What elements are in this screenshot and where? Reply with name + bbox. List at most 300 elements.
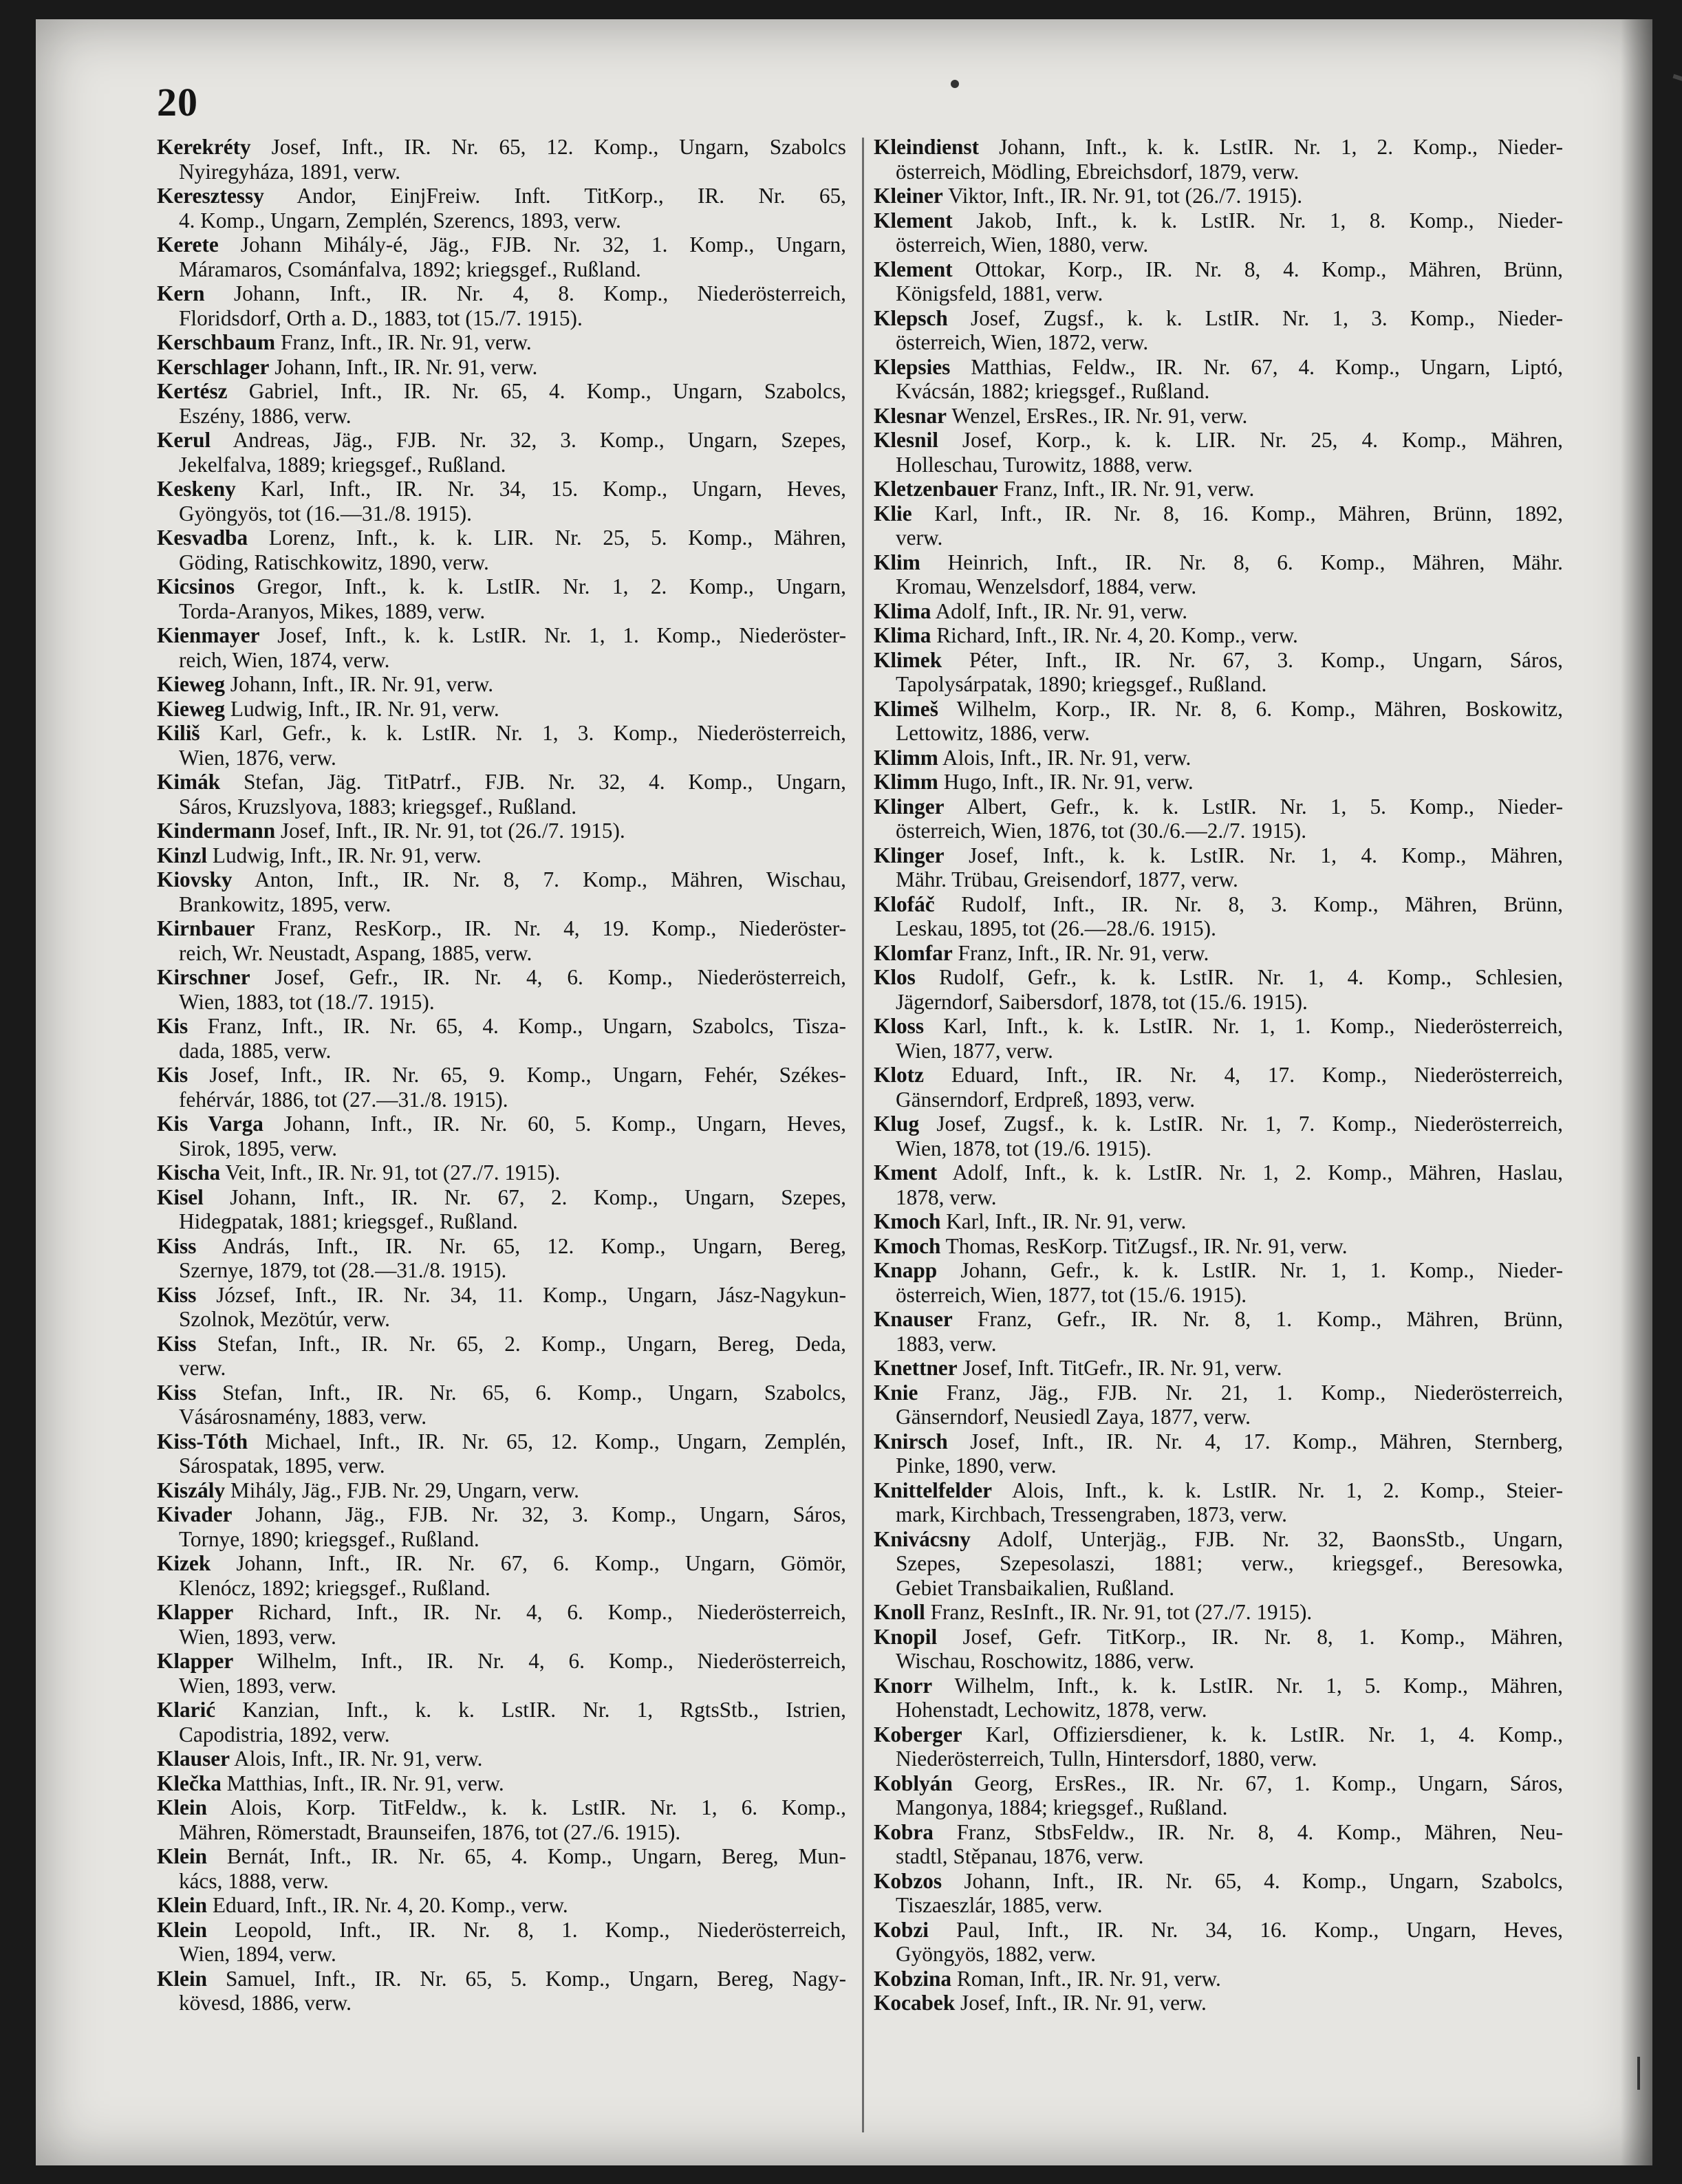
- entry-text: Lorenz, Inft., k. k. LIR. Nr. 25, 5. Komp., Mähren,: [248, 526, 846, 550]
- register-entry: [874, 843, 1563, 892]
- entry-line: [874, 501, 1563, 526]
- entry-text: Ottokar, Korp., IR. Nr. 8, 4. Komp., Mähren, Brünn,: [952, 257, 1563, 281]
- entry-text: József, Inft., IR. Nr. 34, 11. Komp., Ungarn, Jász-Nagykun-: [196, 1282, 846, 1307]
- entry-text: Josef, Gefr., IR. Nr. 4, 6. Komp., Niederösterreich,: [250, 965, 846, 989]
- entry-text: Gyöngyös, tot (16.—31./8. 1915).: [179, 501, 472, 526]
- entry-line: [874, 1136, 1563, 1161]
- register-entry: [874, 257, 1563, 306]
- entry-line: [157, 1234, 846, 1259]
- entry-line: [874, 1942, 1563, 1967]
- entry-line: [874, 1576, 1563, 1601]
- entry-text: Karl, Offiziersdiener, k. k. LstIR. Nr. 1, 4. Komp.,: [962, 1722, 1563, 1747]
- entry-line: [874, 184, 1563, 208]
- left-column: [157, 135, 846, 2015]
- entry-line: [157, 1771, 846, 1796]
- entry-line: [157, 1967, 846, 1991]
- entry-line: [157, 819, 846, 843]
- register-entry: [874, 648, 1563, 697]
- register-entry: [874, 1722, 1563, 1771]
- entry-line: [157, 1649, 846, 1674]
- entry-line: [157, 233, 846, 257]
- entry-text: kács, 1888, verw.: [179, 1868, 329, 1893]
- register-entry: [874, 1967, 1563, 1991]
- register-entry: [874, 770, 1563, 794]
- entry-text: Karl, Inft., IR. Nr. 34, 15. Komp., Ungarn, Heves,: [235, 477, 846, 501]
- entry-surname: Kmoch: [874, 1209, 941, 1233]
- entry-surname: Klug: [874, 1112, 920, 1136]
- entry-line: [157, 843, 846, 868]
- entry-surname: Kobzos: [874, 1868, 942, 1893]
- register-entry: [874, 1063, 1563, 1112]
- entry-line: [874, 330, 1563, 355]
- entry-text: Matthias, Feldw., IR. Nr. 67, 4. Komp., Ungarn, Liptó,: [950, 354, 1563, 379]
- entry-line: [874, 1771, 1563, 1796]
- entry-line: [157, 306, 846, 331]
- entry-text: Karl, Gefr., k. k. LstIR. Nr. 1, 3. Komp., Niederösterreich,: [200, 721, 846, 745]
- entry-surname: Kloss: [874, 1014, 925, 1038]
- register-entry: [157, 867, 846, 916]
- entry-line: [874, 1551, 1563, 1576]
- entry-text: Josef, Inft., k. k. LstIR. Nr. 1, 1. Komp., Niederöster-: [259, 623, 846, 647]
- entry-surname: Klim: [874, 550, 920, 574]
- entry-surname: Kiovsky: [157, 867, 233, 891]
- register-entry: [157, 1551, 846, 1600]
- register-entry: [157, 135, 846, 184]
- entry-line: [874, 1014, 1563, 1039]
- entry-line: [874, 1429, 1563, 1454]
- entry-text: reich, Wr. Neustadt, Aspang, 1885, verw.: [179, 940, 532, 965]
- entry-surname: Knoll: [874, 1600, 925, 1624]
- entry-surname: Keskeny: [157, 477, 236, 501]
- register-entry: [874, 1356, 1563, 1381]
- entry-surname: Kesvadba: [157, 526, 248, 550]
- entry-text: Johann, Inft., IR. Nr. 91, verw.: [269, 354, 538, 379]
- entry-text: Johann, Inft., IR. Nr. 67, 6. Komp., Ungarn, Gömör,: [211, 1551, 846, 1575]
- entry-surname: Klapper: [157, 1600, 234, 1624]
- register-entry: [157, 1283, 846, 1332]
- entry-surname: Klimm: [874, 770, 938, 794]
- register-entry: [874, 1625, 1563, 1674]
- entry-text: mark, Kirchbach, Tressengraben, 1873, verw.: [896, 1502, 1287, 1526]
- register-entry: [874, 208, 1563, 257]
- entry-line: [874, 819, 1563, 843]
- entry-line: [874, 257, 1563, 282]
- entry-text: Josef, Inft., IR. Nr. 91, tot (26./7. 1915).: [275, 819, 625, 843]
- register-entry: [157, 1918, 846, 1967]
- entry-surname: Knittelfelder: [874, 1478, 993, 1502]
- register-entry: [157, 843, 846, 868]
- entry-text: Johann, Inft., IR. Nr. 4, 8. Komp., Niederösterreich,: [204, 281, 846, 305]
- entry-line: [874, 1649, 1563, 1674]
- entry-line: [157, 160, 846, 184]
- entry-text: Jägerndorf, Saibersdorf, 1878, tot (15./6. 1915).: [896, 989, 1308, 1014]
- entry-line: [157, 1185, 846, 1210]
- entry-line: [874, 208, 1563, 233]
- entry-line: [874, 574, 1563, 599]
- entry-surname: Knettner: [874, 1356, 958, 1380]
- register-entry: [157, 379, 846, 428]
- register-entry: [874, 965, 1563, 1014]
- entry-text: Franz, Inft., IR. Nr. 91, verw.: [275, 330, 532, 354]
- register-entry: [157, 916, 846, 965]
- entry-line: [157, 574, 846, 599]
- entry-text: Adolf, Inft., k. k. LstIR. Nr. 1, 2. Komp., Mähren, Haslau,: [937, 1160, 1563, 1185]
- entry-line: [157, 135, 846, 160]
- register-entry: [157, 1381, 846, 1429]
- register-entry: [874, 1771, 1563, 1820]
- entry-line: [874, 1039, 1563, 1063]
- register-entry: [157, 477, 846, 526]
- entry-text: Andreas, Jäg., FJB. Nr. 32, 3. Komp., Ungarn, Szepes,: [211, 428, 846, 452]
- entry-text: Wien, 1894, verw.: [179, 1942, 336, 1966]
- entry-line: [874, 721, 1563, 746]
- entry-text: Franz, Inft., IR. Nr. 91, verw.: [998, 477, 1255, 501]
- register-entry: [874, 1820, 1563, 1869]
- register-entry: [874, 1918, 1563, 1967]
- entry-text: Georg, ErsRes., IR. Nr. 67, 1. Komp., Ungarn, Sáros,: [952, 1771, 1563, 1795]
- entry-text: Josef, Zugsf., k. k. LstIR. Nr. 1, 3. Komp., Nieder-: [947, 305, 1563, 330]
- entry-text: Michael, Inft., IR. Nr. 65, 12. Komp., Ungarn, Zemplén,: [248, 1429, 846, 1453]
- entry-text: Johann, Inft., IR. Nr. 60, 5. Komp., Ungarn, Heves,: [263, 1112, 846, 1136]
- register-entry: [157, 1600, 846, 1649]
- entry-text: Josef, Korp., k. k. LIR. Nr. 25, 4. Komp., Mähren,: [938, 428, 1563, 452]
- register-entry: [874, 1991, 1563, 2015]
- entry-surname: Klesnil: [874, 428, 938, 452]
- entry-surname: Kieweg: [157, 672, 226, 696]
- entry-text: österreich, Mödling, Ebreichsdorf, 1879, verw.: [896, 159, 1300, 184]
- register-entry: [157, 1795, 846, 1844]
- entry-surname: Knie: [874, 1380, 918, 1405]
- register-entry: [874, 794, 1563, 843]
- entry-surname: Klein: [157, 1795, 208, 1819]
- register-entry: [874, 1234, 1563, 1259]
- register-entry: [874, 1014, 1563, 1063]
- entry-text: Ludwig, Inft., IR. Nr. 91, verw.: [225, 696, 499, 721]
- entry-line: [874, 1112, 1563, 1136]
- register-entry: [874, 892, 1563, 941]
- register-entry: [874, 1600, 1563, 1625]
- register-entry: [874, 1209, 1563, 1234]
- entry-line: [874, 1527, 1563, 1552]
- entry-text: Sárospatak, 1895, verw.: [179, 1453, 385, 1478]
- entry-text: Wilhelm, Inft., k. k. LstIR. Nr. 1, 5. Komp., Mähren,: [932, 1673, 1563, 1698]
- entry-text: Wien, 1883, tot (18./7. 1915).: [179, 989, 435, 1014]
- entry-text: Albert, Gefr., k. k. LstIR. Nr. 1, 5. Komp., Nieder-: [944, 794, 1563, 819]
- entry-text: Vásárosnamény, 1883, verw.: [179, 1405, 427, 1429]
- entry-line: [157, 1332, 846, 1356]
- entry-text: Mähr. Trübau, Greisendorf, 1877, verw.: [896, 867, 1238, 891]
- register-entry: [157, 1649, 846, 1698]
- entry-line: [157, 1893, 846, 1918]
- entry-line: [157, 1209, 846, 1234]
- entry-text: Bernát, Inft., IR. Nr. 65, 4. Komp., Ungarn, Bereg, Mun-: [207, 1844, 846, 1868]
- register-entry: [874, 355, 1563, 404]
- entry-text: Torda-Aranyos, Mikes, 1889, verw.: [179, 598, 486, 623]
- entry-text: Péter, Inft., IR. Nr. 67, 3. Komp., Ungarn, Sáros,: [942, 647, 1563, 672]
- entry-text: verw.: [896, 526, 943, 550]
- entry-text: Johann Mihály-é, Jäg., FJB. Nr. 32, 1. Komp., Ungarn,: [218, 233, 846, 257]
- print-speck: [1672, 74, 1682, 82]
- entry-text: Hohenstadt, Lechowitz, 1878, verw.: [896, 1698, 1207, 1722]
- entry-line: [157, 965, 846, 990]
- entry-surname: Kobra: [874, 1819, 934, 1844]
- entry-text: Jekelfalva, 1889; kriegsgef., Rußland.: [179, 452, 506, 477]
- entry-surname: Klimeš: [874, 696, 938, 721]
- register-entry: [874, 746, 1563, 770]
- entry-line: [157, 746, 846, 770]
- register-entry: [874, 599, 1563, 624]
- entry-text: Wien, 1893, verw.: [179, 1673, 336, 1698]
- entry-line: [874, 233, 1563, 257]
- entry-line: [874, 1722, 1563, 1747]
- entry-line: [874, 1185, 1563, 1210]
- entry-text: Hugo, Inft., IR. Nr. 91, verw.: [938, 770, 1194, 794]
- register-entry: [157, 721, 846, 770]
- entry-text: Floridsdorf, Orth a. D., 1883, tot (15./7. 1915).: [179, 305, 583, 330]
- register-entry: [157, 819, 846, 843]
- register-entry: [874, 1674, 1563, 1722]
- entry-line: [157, 1453, 846, 1478]
- register-entry: [157, 1844, 846, 1893]
- entry-surname: Kicsinos: [157, 574, 235, 598]
- entry-surname: Klinger: [874, 794, 945, 819]
- register-entry: [874, 623, 1563, 648]
- entry-line: [874, 135, 1563, 160]
- entry-surname: Kerul: [157, 428, 211, 452]
- entry-text: András, Inft., IR. Nr. 65, 12. Komp., Ungarn, Bereg,: [196, 1233, 846, 1258]
- entry-line: [157, 550, 846, 575]
- entry-line: [874, 672, 1563, 697]
- entry-surname: Kis: [157, 1063, 188, 1087]
- entry-text: Richard, Inft., IR. Nr. 4, 6. Komp., Niederösterreich,: [233, 1600, 846, 1624]
- entry-surname: Kleindienst: [874, 135, 980, 159]
- entry-text: Josef, Zugsf., k. k. LstIR. Nr. 1, 7. Komp., Niederösterreich,: [919, 1112, 1563, 1136]
- register-entry: [157, 770, 846, 819]
- entry-line: [874, 160, 1563, 184]
- entry-line: [157, 1820, 846, 1845]
- entry-text: Leopold, Inft., IR. Nr. 8, 1. Komp., Niederösterreich,: [207, 1917, 846, 1942]
- entry-text: Gänserndorf, Erdpreß, 1893, verw.: [896, 1087, 1196, 1112]
- register-entry: [874, 477, 1563, 501]
- entry-line: [874, 1698, 1563, 1722]
- register-entry: [157, 1698, 846, 1747]
- entry-surname: Klesnar: [874, 403, 947, 428]
- entry-surname: Keresztessy: [157, 184, 264, 208]
- entry-text: Alois, Inft., IR. Nr. 91, verw.: [230, 1747, 483, 1771]
- print-speck: [1637, 2057, 1640, 2090]
- entry-text: Wien, 1876, verw.: [179, 745, 336, 770]
- register-entry: [157, 1160, 846, 1185]
- entry-text: Szernye, 1879, tot (28.—31./8. 1915).: [179, 1258, 507, 1282]
- entry-text: fehérvár, 1886, tot (27.—31./8. 1915).: [179, 1087, 508, 1112]
- entry-text: Niederösterreich, Tulln, Hintersdorf, 1880, verw.: [896, 1747, 1317, 1771]
- entry-line: [157, 1625, 846, 1650]
- entry-surname: Klepsies: [874, 354, 951, 379]
- entry-line: [157, 1844, 846, 1869]
- entry-text: Göding, Ratischkowitz, 1890, verw.: [179, 550, 489, 574]
- register-entry: [157, 1112, 846, 1160]
- entry-line: [874, 1600, 1563, 1625]
- entry-text: 1883, verw.: [896, 1331, 997, 1356]
- register-entry: [157, 184, 846, 233]
- entry-surname: Klimm: [874, 745, 938, 770]
- entry-text: Adolf, Unterjäg., FJB. Nr. 32, BaonsStb., Ungarn,: [970, 1526, 1563, 1551]
- entry-surname: Kischa: [157, 1160, 221, 1185]
- entry-surname: Kiszály: [157, 1478, 226, 1502]
- entry-text: Kanzian, Inft., k. k. LstIR. Nr. 1, RgtsStb., Istrien,: [215, 1698, 846, 1722]
- entry-surname: Kimák: [157, 770, 221, 794]
- register-entry: [874, 1160, 1563, 1209]
- entry-surname: Kerschlager: [157, 354, 270, 379]
- entry-line: [157, 1039, 846, 1063]
- entry-surname: Klofáč: [874, 891, 935, 916]
- entry-surname: Klein: [157, 1917, 208, 1942]
- entry-line: [874, 477, 1563, 501]
- register-entry: [874, 428, 1563, 477]
- right-column: [874, 135, 1563, 2015]
- register-entry: [157, 1063, 846, 1112]
- entry-text: Gebiet Transbaikalien, Rußland.: [896, 1575, 1175, 1600]
- entry-line: [874, 1307, 1563, 1332]
- entry-text: Viktor, Inft., IR. Nr. 91, tot (26./7. 1915).: [942, 184, 1303, 208]
- entry-line: [157, 477, 846, 501]
- entry-surname: Klimek: [874, 647, 942, 672]
- entry-text: Máramaros, Csománfalva, 1892; kriegsgef., Rußland.: [179, 257, 641, 281]
- page-spine-shadow: [1621, 19, 1652, 2165]
- column-divider: [862, 138, 864, 2132]
- register-entry: [874, 697, 1563, 746]
- entry-line: [157, 184, 846, 208]
- entry-line: [874, 965, 1563, 990]
- entry-surname: Kiss: [157, 1233, 197, 1258]
- entry-text: Kvácsán, 1882; kriegsgef., Rußland.: [896, 379, 1210, 403]
- entry-text: Thomas, ResKorp. TitZugsf., IR. Nr. 91, verw.: [940, 1233, 1348, 1258]
- entry-text: Johann, Inft., IR. Nr. 91, verw.: [225, 672, 494, 696]
- register-entry: [874, 1307, 1563, 1356]
- entry-surname: Kiss: [157, 1380, 197, 1405]
- entry-surname: Kleiner: [874, 184, 943, 208]
- entry-line: [157, 1502, 846, 1527]
- entry-text: Wenzel, ErsRes., IR. Nr. 91, verw.: [947, 403, 1248, 428]
- entry-line: [874, 1088, 1563, 1112]
- entry-text: Johann, Inft., IR. Nr. 67, 2. Komp., Ungarn, Szepes,: [203, 1185, 846, 1209]
- entry-surname: Kment: [874, 1160, 938, 1185]
- entry-line: [874, 1502, 1563, 1527]
- entry-surname: Kienmayer: [157, 623, 260, 647]
- entry-line: [157, 1160, 846, 1185]
- entry-text: Wien, 1893, verw.: [179, 1624, 336, 1649]
- register-entry: [874, 1381, 1563, 1429]
- entry-line: [874, 550, 1563, 575]
- entry-text: Mangonya, 1884; kriegsgef., Rußland.: [896, 1795, 1228, 1819]
- print-speck: [951, 80, 959, 88]
- entry-text: Alois, Inft., IR. Nr. 91, verw.: [938, 745, 1192, 770]
- register-entry: [157, 1014, 846, 1063]
- entry-text: Josef, Inft. TitGefr., IR. Nr. 91, verw.: [957, 1356, 1282, 1380]
- entry-text: Anton, Inft., IR. Nr. 8, 7. Komp., Mähren, Wischau,: [232, 867, 846, 891]
- entry-text: Alois, Inft., k. k. LstIR. Nr. 1, 2. Komp., Steier-: [992, 1478, 1563, 1502]
- entry-line: [874, 1332, 1563, 1356]
- entry-surname: Klos: [874, 965, 916, 989]
- entry-line: [874, 306, 1563, 331]
- page-number: 20: [157, 80, 198, 125]
- entry-surname: Kerekréty: [157, 135, 251, 159]
- entry-line: [874, 916, 1563, 941]
- entry-line: [157, 1088, 846, 1112]
- entry-surname: Knorr: [874, 1673, 933, 1698]
- entry-surname: Kirschner: [157, 965, 250, 989]
- entry-line: [157, 892, 846, 917]
- entry-line: [874, 770, 1563, 794]
- entry-surname: Kocabek: [874, 1991, 956, 2015]
- entry-text: Josef, Inft., IR. Nr. 4, 17. Komp., Mähren, Sternberg,: [947, 1429, 1563, 1453]
- entry-line: [157, 355, 846, 380]
- entry-surname: Kizek: [157, 1551, 211, 1575]
- entry-surname: Kis: [157, 1014, 188, 1038]
- entry-surname: Kerschbaum: [157, 330, 276, 354]
- entry-text: Wilhelm, Korp., IR. Nr. 8, 6. Komp., Mähren, Boskowitz,: [938, 696, 1563, 721]
- entry-text: Holleschau, Turowitz, 1888, verw.: [896, 452, 1193, 477]
- entry-line: [874, 1405, 1563, 1429]
- entry-surname: Knivácsny: [874, 1526, 971, 1551]
- register-entry: [157, 355, 846, 380]
- entry-line: [157, 1869, 846, 1894]
- register-entry: [157, 672, 846, 697]
- entry-text: Szolnok, Mezötúr, verw.: [179, 1307, 391, 1331]
- entry-text: Klenócz, 1892; kriegsgef., Rußland.: [179, 1575, 490, 1600]
- entry-line: [157, 599, 846, 624]
- entry-text: Eduard, Inft., IR. Nr. 4, 17. Komp., Niederösterreich,: [924, 1063, 1563, 1087]
- entry-surname: Kobzina: [874, 1966, 952, 1991]
- entry-text: Tiszaeszlár, 1885, verw.: [896, 1893, 1103, 1917]
- entry-line: [874, 1967, 1563, 1991]
- entry-surname: Kisel: [157, 1185, 204, 1209]
- register-entry: [157, 697, 846, 722]
- entry-line: [874, 746, 1563, 770]
- entry-text: Matthias, Inft., IR. Nr. 91, verw.: [221, 1771, 504, 1795]
- entry-surname: Klečka: [157, 1771, 222, 1795]
- register-entry: [874, 1429, 1563, 1478]
- entry-text: verw.: [179, 1356, 226, 1380]
- entry-text: Capodistria, 1892, verw.: [179, 1722, 390, 1747]
- entry-text: österreich, Wien, 1880, verw.: [896, 233, 1149, 257]
- entry-line: [874, 867, 1563, 892]
- entry-line: [874, 1869, 1563, 1894]
- entry-line: [874, 1893, 1563, 1918]
- entry-line: [874, 526, 1563, 550]
- entry-surname: Koberger: [874, 1722, 962, 1747]
- entry-line: [874, 379, 1563, 404]
- entry-surname: Klie: [874, 501, 912, 526]
- entry-text: Leskau, 1895, tot (26.—28./6. 1915).: [896, 916, 1216, 940]
- entry-text: Lettowitz, 1886, verw.: [896, 721, 1090, 745]
- register-entry: [157, 1771, 846, 1796]
- entry-line: [874, 1160, 1563, 1185]
- entry-text: Andor, EinjFreiw. Inft. TitKorp., IR. Nr. 65,: [263, 184, 846, 208]
- entry-line: [157, 330, 846, 355]
- register-entry: [874, 1258, 1563, 1307]
- entry-line: [874, 404, 1563, 429]
- entry-surname: Kletzenbauer: [874, 477, 998, 501]
- entry-line: [157, 1136, 846, 1161]
- entry-line: [874, 1283, 1563, 1308]
- entry-line: [874, 1795, 1563, 1820]
- entry-text: Gabriel, Inft., IR. Nr. 65, 4. Komp., Ungarn, Szabolcs,: [227, 379, 846, 403]
- entry-surname: Koblyán: [874, 1771, 953, 1795]
- register-entry: [157, 1332, 846, 1381]
- entry-surname: Kivader: [157, 1502, 233, 1526]
- entry-line: [157, 1918, 846, 1943]
